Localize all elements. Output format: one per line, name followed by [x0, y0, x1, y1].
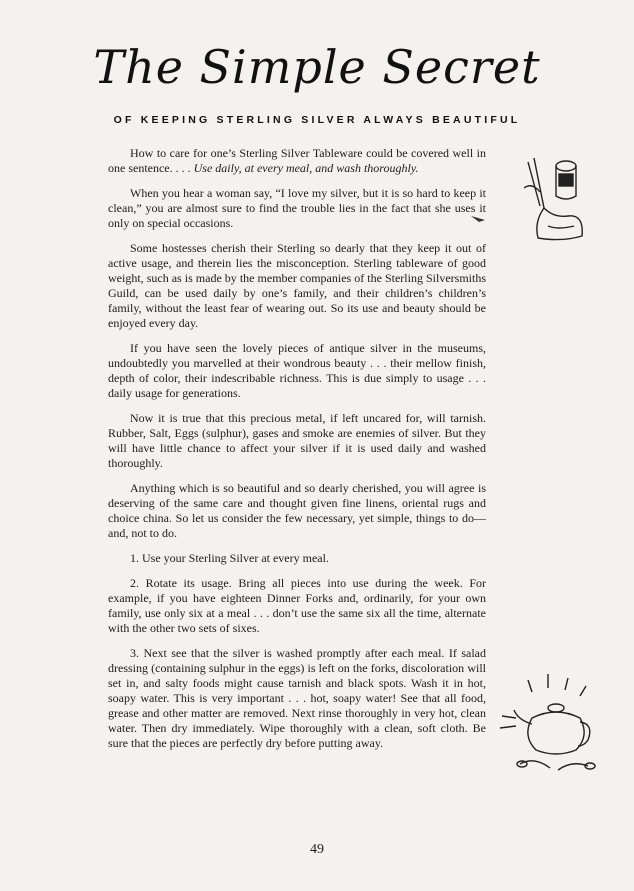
paragraph: Now it is true that this precious metal, if left uncared for, will tarnish. Rubber, Salt, Eggs (sulphur), gases and smoke are enemies of silver. But they will have little chance to affect your silver if it is used daily and washed thoroughly.	[108, 411, 486, 470]
page-subtitle: OF KEEPING STERLING SILVER ALWAYS BEAUTIFUL	[113, 114, 521, 126]
paragraph: Some hostesses cherish their Sterling so dearly that they keep it out of active usage, and therein lies the misconception. Sterling tableware of good weight, such as is made by the member companies of the Sterling Silversmiths Guild, can be used daily by one’s family, and their children’s children’s family, without the least fear of wearing out. So its use and beauty should be enjoyed every day.	[108, 241, 486, 330]
paragraph: When you hear a woman say, “I love my silver, but it is so hard to keep it clean,” you are almost sure to find the trouble lies in the fact that she uses it only on special occasions.	[108, 186, 486, 230]
emphasis-text: Use daily, at every meal, and wash thoroughly.	[193, 161, 419, 175]
article-body	[108, 146, 486, 761]
paragraph-intro: How to care for one’s Sterling Silver Tableware could be covered well in one sentence. . . . Use daily, at every meal, and wash thoroughly.	[108, 146, 486, 175]
page-title: The Simple Secret	[93, 40, 541, 94]
polish-jar-illustration	[514, 148, 594, 244]
paragraph: Anything which is so beautiful and so dearly cherished, you will agree is deserving of the same care and thought given fine linens, oriental rugs and choice china. So let us consider the few necessary, yet simple, things to do—and, not to do.	[108, 481, 486, 540]
list-item-1: 1. Use your Sterling Silver at every meal.	[130, 551, 329, 565]
list-item-3: 3. Next see that the silver is washed promptly after each meal. If salad dressing (containing sulphur in the eggs) is left on the forks, discoloration will set in, and salty foods might cause tarnish and black spots. Wash it in hot, soapy water. This is very important . . . hot, soapy water! See that all food, grease and other matter are removed. Next rinse thoroughly in very hot, clean water. Then dry immediately. Wipe thoroughly with a clean, soft cloth. Be sure that the pieces are perfectly dry before putting away.	[108, 646, 486, 750]
list-item-2: 2. Rotate its usage. Bring all pieces into use during the week. For example, if you have eighteen Dinner Forks and, ordinarily, for your own family, use only six at a meal . . . don’t use the same six all the time, alternate with the other two sets of sixes.	[108, 576, 486, 635]
paragraph: If you have seen the lovely pieces of antique silver in the museums, undoubtedly you marvelled at their wondrous beauty . . . their mellow finish, depth of color, their indescribable richness. This is due simply to usage . . . daily usage for generations.	[108, 341, 486, 400]
teapot-illustration	[498, 672, 616, 784]
decorative-mark-icon	[470, 212, 486, 224]
page-number: 49	[310, 842, 324, 857]
